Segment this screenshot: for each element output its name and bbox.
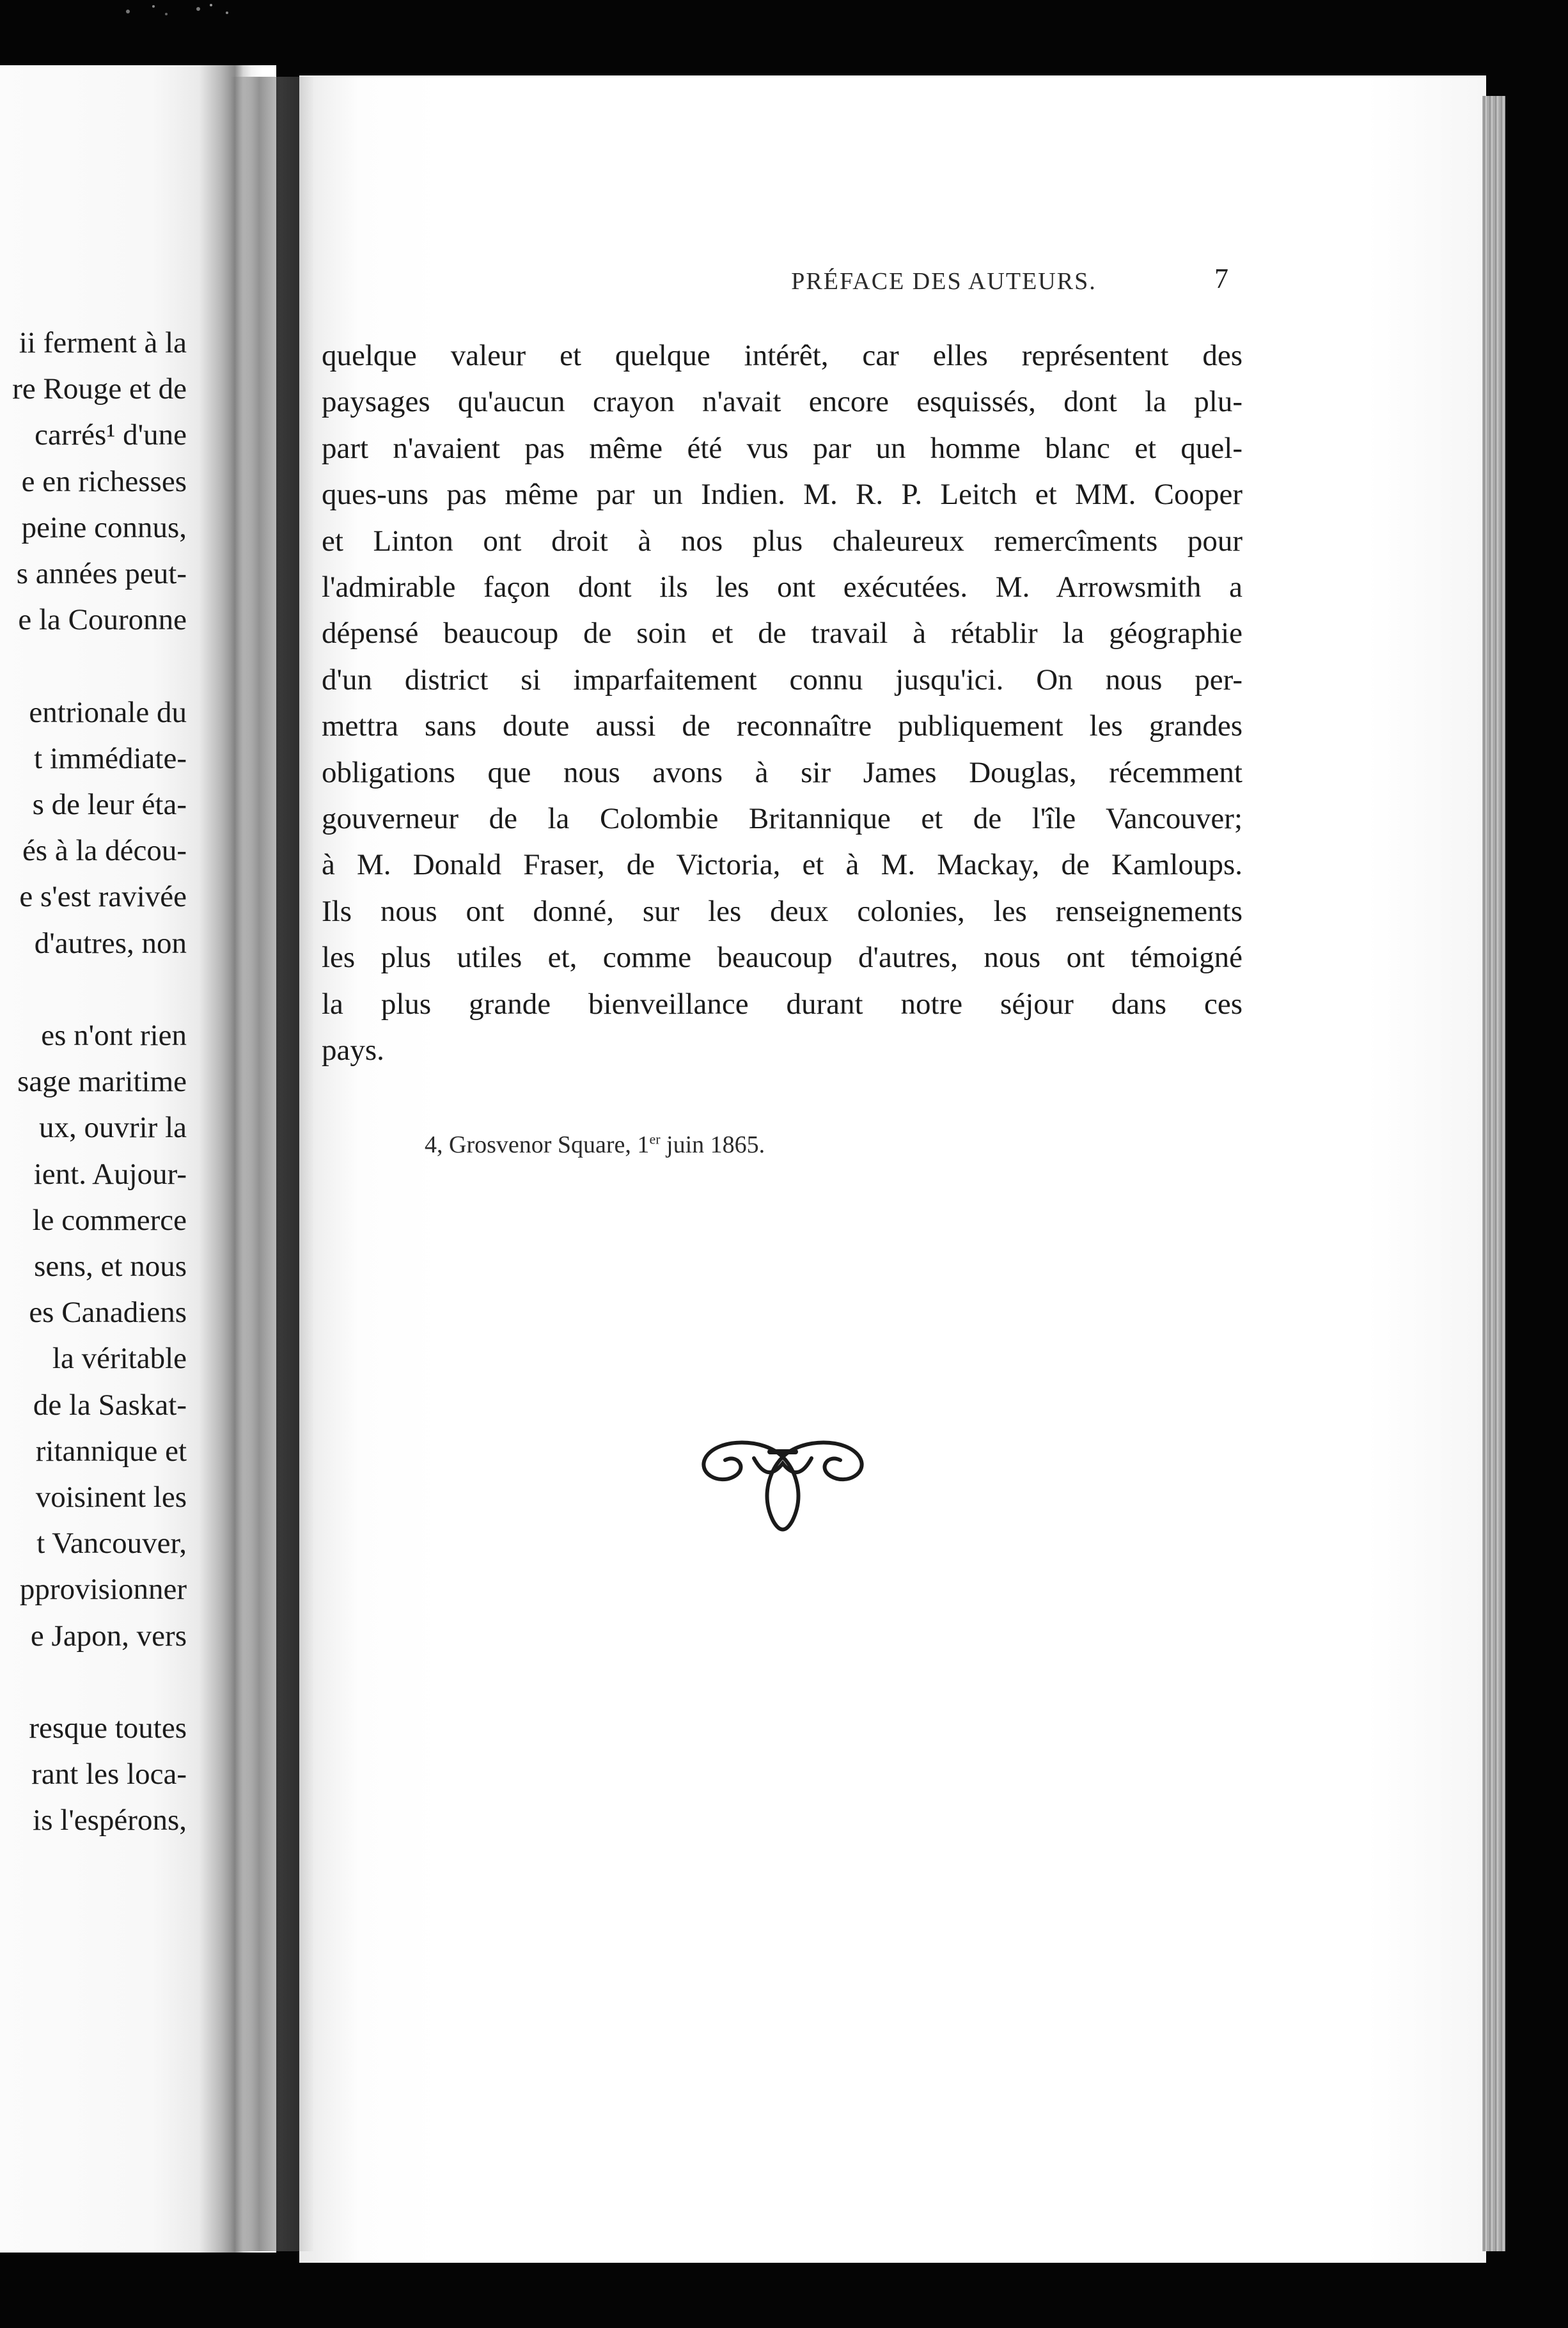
page-number: 7: [1214, 263, 1228, 294]
left-page-line: entrionale du: [29, 695, 187, 729]
body-line: gouverneur de la Colombie Britannique et de l'île Vancouver;: [322, 802, 1243, 835]
body-line: d'un district si imparfaitement connu jusqu'ici. On nous per-: [322, 663, 1243, 696]
right-page: [299, 75, 1486, 2263]
body-line: et Linton ont droit à nos plus chaleureux remercîments pour: [322, 524, 1243, 558]
left-page-line: es n'ont rien: [41, 1019, 187, 1052]
scan-noise: [0, 0, 1568, 70]
left-page-line: ii ferment à la: [19, 326, 187, 359]
dateline-date: juin 1865.: [660, 1131, 765, 1158]
body-line: à M. Donald Fraser, de Victoria, et à M. Mackay, de Kamloups.: [322, 848, 1243, 882]
left-facing-page: [0, 65, 276, 2253]
body-line: mettra sans doute aussi de reconnaître publiquement les grandes: [322, 709, 1243, 743]
dateline-place: 4, Grosvenor Square, 1: [425, 1131, 650, 1158]
left-page-line: ritannique et: [35, 1434, 187, 1468]
body-line: les plus utiles et, comme beaucoup d'autres, nous ont témoigné: [322, 941, 1243, 975]
left-page-line: s de leur éta-: [32, 788, 187, 821]
left-page-line: e s'est ravivée: [19, 880, 187, 914]
flourish-ornament-icon: [693, 1431, 872, 1534]
left-page-line: re Rouge et de: [12, 372, 187, 406]
left-page-line: resque toutes: [29, 1711, 187, 1745]
left-page-line: rant les loca-: [31, 1758, 187, 1791]
body-line: Ils nous ont donné, sur les deux colonies, les renseignements: [322, 894, 1243, 928]
left-page-line: t Vancouver,: [36, 1527, 187, 1561]
left-page-line: e la Couronne: [18, 603, 187, 637]
body-line: ques-uns pas même par un Indien. M. R. P. Leitch et MM. Cooper: [322, 478, 1243, 512]
page-edges: [1482, 96, 1505, 2251]
left-page-line: ux, ouvrir la: [38, 1111, 187, 1145]
running-head: PRÉFACE DES AUTEURS.: [791, 268, 1097, 295]
body-line: l'admirable façon dont ils les ont exécutées. M. Arrowsmith a: [322, 570, 1243, 604]
left-page-line: is l'espérons,: [33, 1804, 187, 1837]
body-line: paysages qu'aucun crayon n'avait encore esquissés, dont la plu-: [322, 385, 1243, 419]
left-page-line: la véritable: [52, 1342, 187, 1376]
left-page-line: sage maritime: [17, 1065, 187, 1099]
left-page-line: pprovisionner: [19, 1573, 187, 1607]
left-page-line: sens, et nous: [34, 1250, 187, 1283]
left-page-line: s années peut-: [16, 557, 187, 590]
left-page-line: ient. Aujour-: [33, 1157, 187, 1191]
left-page-line: es Canadiens: [29, 1296, 187, 1330]
left-page-line: carrés¹ d'une: [35, 418, 187, 452]
body-line: part n'avaient pas même été vus par un homme blanc et quel-: [322, 431, 1243, 465]
left-page-line: d'autres, non: [34, 926, 187, 960]
left-page-line: peine connus,: [21, 510, 187, 544]
left-page-line: voisinent les: [35, 1481, 187, 1514]
left-page-line: t immédiate-: [34, 741, 187, 775]
left-page-line: és à la décou-: [22, 834, 187, 868]
left-page-line: de la Saskat-: [33, 1388, 187, 1422]
left-page-line: e en richesses: [21, 464, 187, 498]
body-line: dépensé beaucoup de soin et de travail à rétablir la géographie: [322, 617, 1243, 650]
dateline: [425, 1131, 765, 1159]
left-page-line: le commerce: [32, 1203, 187, 1237]
body-line: obligations que nous avons à sir James Douglas, récemment: [322, 755, 1243, 789]
body-line: quelque valeur et quelque intérêt, car elles représentent des: [322, 339, 1243, 372]
body-line: pays.: [322, 1034, 384, 1067]
dateline-superscript: er: [649, 1131, 661, 1147]
body-line: la plus grande bienveillance durant notre séjour dans ces: [322, 987, 1243, 1021]
left-page-line: e Japon, vers: [30, 1619, 187, 1653]
